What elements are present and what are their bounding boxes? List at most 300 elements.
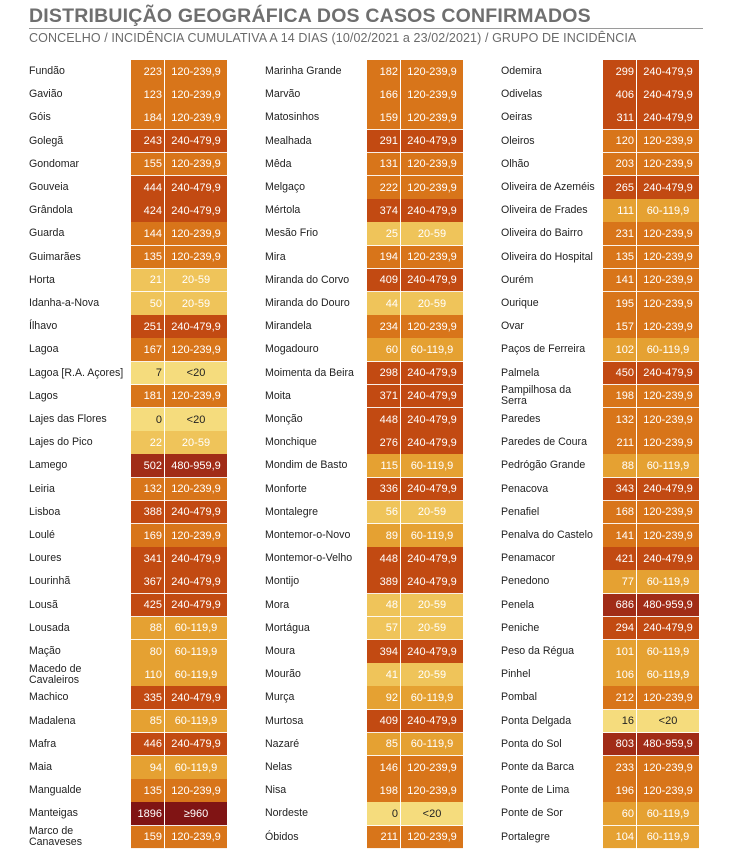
incidence-value: 448 (367, 547, 400, 570)
incidence-value: 155 (131, 153, 164, 176)
municipality-name: Moimenta da Beira (265, 366, 354, 379)
incidence-group: 240-479,9 (637, 83, 699, 106)
incidence-group: 60-119,9 (165, 710, 227, 733)
title-divider (29, 28, 703, 29)
incidence-value: 374 (367, 199, 400, 222)
cell-separator (164, 524, 165, 547)
municipality-name: Marco de Canaveses (29, 825, 82, 849)
incidence-value: 367 (131, 570, 164, 593)
cell-separator (400, 130, 401, 153)
incidence-value: 341 (131, 547, 164, 570)
table-row (29, 60, 229, 83)
cell-separator (164, 222, 165, 245)
cell-separator (636, 362, 637, 385)
row-divider (265, 848, 463, 849)
table-row (29, 501, 229, 524)
municipality-name: Machico (29, 691, 69, 704)
cell-separator (164, 408, 165, 431)
municipality-name: Oleiros (501, 134, 535, 147)
table-row (501, 199, 701, 222)
table-row (501, 501, 701, 524)
table-row (265, 60, 465, 83)
incidence-group: 240-479,9 (401, 269, 463, 292)
municipality-name: Gondomar (29, 157, 80, 170)
incidence-value: 234 (367, 315, 400, 338)
cell-separator (164, 269, 165, 292)
cell-separator (636, 292, 637, 315)
table-row (29, 222, 229, 245)
incidence-group: 240-479,9 (637, 362, 699, 385)
table-row (29, 408, 229, 431)
municipality-name: Oliveira de Frades (501, 204, 588, 217)
cell-separator (400, 431, 401, 454)
cell-separator (636, 710, 637, 733)
table-row (501, 710, 701, 733)
table-row (29, 640, 229, 663)
table-row (501, 570, 701, 593)
incidence-value: 198 (367, 779, 400, 802)
table-row (29, 617, 229, 640)
municipality-name: Lousã (29, 598, 58, 611)
incidence-group: 240-479,9 (401, 362, 463, 385)
cell-separator (400, 686, 401, 709)
incidence-group: 120-239,9 (637, 501, 699, 524)
incidence-value: 194 (367, 246, 400, 269)
municipality-name: Penela (501, 598, 534, 611)
incidence-group: 120-239,9 (401, 83, 463, 106)
municipality-name: Lajes do Pico (29, 436, 93, 449)
incidence-value: 243 (131, 130, 164, 153)
municipality-name: Ponta do Sol (501, 737, 562, 750)
cell-separator (400, 524, 401, 547)
incidence-group: 120-239,9 (165, 60, 227, 83)
incidence-group: 20-59 (165, 292, 227, 315)
incidence-value: 299 (603, 60, 636, 83)
incidence-value: 50 (131, 292, 164, 315)
incidence-group: 480-959,9 (637, 733, 699, 756)
municipality-name: Oliveira do Hospital (501, 250, 593, 263)
municipality-name: Nordeste (265, 807, 308, 820)
incidence-value: 22 (131, 431, 164, 454)
incidence-value: 311 (603, 106, 636, 129)
cell-separator (400, 640, 401, 663)
table-row (265, 269, 465, 292)
incidence-value: 141 (603, 524, 636, 547)
incidence-group: 120-239,9 (165, 478, 227, 501)
incidence-value: 146 (367, 756, 400, 779)
incidence-value: 388 (131, 501, 164, 524)
row-divider (29, 848, 227, 849)
cell-separator (636, 222, 637, 245)
table-row (501, 478, 701, 501)
municipality-name: Pedrógão Grande (501, 459, 586, 472)
cell-separator (164, 176, 165, 199)
table-row (29, 106, 229, 129)
incidence-value: 196 (603, 779, 636, 802)
cell-separator (636, 779, 637, 802)
table-row (265, 640, 465, 663)
incidence-group: 120-239,9 (165, 779, 227, 802)
incidence-group: 60-119,9 (637, 570, 699, 593)
municipality-name: Lamego (29, 459, 68, 472)
incidence-group: 480-959,9 (165, 454, 227, 477)
cell-separator (400, 338, 401, 361)
municipality-name: Maia (29, 761, 52, 774)
incidence-value: 198 (603, 385, 636, 408)
municipality-name: Mirandela (265, 320, 312, 333)
incidence-group: 240-479,9 (401, 478, 463, 501)
municipality-name: Pampilhosa da Serra (501, 384, 572, 408)
incidence-group: 20-59 (401, 663, 463, 686)
cell-separator (164, 83, 165, 106)
incidence-group: 60-119,9 (401, 338, 463, 361)
table-row (501, 246, 701, 269)
cell-separator (164, 686, 165, 709)
cell-separator (636, 570, 637, 593)
incidence-group: 60-119,9 (637, 454, 699, 477)
municipality-name: Guimarães (29, 250, 81, 263)
incidence-group: 240-479,9 (401, 408, 463, 431)
incidence-value: 233 (603, 756, 636, 779)
municipality-name: Gouveia (29, 181, 69, 194)
incidence-group: 240-479,9 (637, 617, 699, 640)
incidence-group: 60-119,9 (637, 640, 699, 663)
municipality-name: Mogadouro (265, 343, 319, 356)
incidence-value: 251 (131, 315, 164, 338)
table-row (501, 83, 701, 106)
cell-separator (400, 292, 401, 315)
table-row (29, 826, 229, 849)
cell-separator (636, 524, 637, 547)
table-row (265, 686, 465, 709)
incidence-group: 60-119,9 (637, 826, 699, 849)
incidence-group: 120-239,9 (637, 524, 699, 547)
incidence-group: 240-479,9 (637, 60, 699, 83)
cell-separator (400, 547, 401, 570)
cell-separator (400, 246, 401, 269)
table-row (265, 153, 465, 176)
incidence-group: 120-239,9 (637, 408, 699, 431)
cell-separator (400, 222, 401, 245)
municipality-name: Idanha-a-Nova (29, 297, 100, 310)
cell-separator (400, 176, 401, 199)
table-row (265, 431, 465, 454)
municipality-name: Ponte da Barca (501, 761, 575, 774)
cell-separator (636, 408, 637, 431)
incidence-group: ≥960 (165, 802, 227, 825)
municipality-name: Melgaço (265, 181, 306, 194)
incidence-value: 106 (603, 663, 636, 686)
municipality-name: Penedono (501, 575, 550, 588)
cell-separator (164, 130, 165, 153)
cell-separator (400, 733, 401, 756)
cell-separator (636, 153, 637, 176)
incidence-group: 240-479,9 (637, 547, 699, 570)
municipality-name: Mértola (265, 204, 301, 217)
cell-separator (636, 431, 637, 454)
table-row (29, 315, 229, 338)
table-row (29, 710, 229, 733)
municipality-name: Oliveira do Bairro (501, 227, 583, 240)
incidence-group: 120-239,9 (401, 246, 463, 269)
cell-separator (636, 802, 637, 825)
incidence-group: 240-479,9 (637, 478, 699, 501)
municipality-name: Ponte de Sor (501, 807, 563, 820)
municipality-name: Paredes (501, 413, 541, 426)
municipality-name: Loulé (29, 529, 55, 542)
table-row (265, 779, 465, 802)
table-row (29, 802, 229, 825)
incidence-value: 135 (131, 779, 164, 802)
cell-separator (164, 756, 165, 779)
municipality-name: Miranda do Corvo (265, 273, 350, 286)
incidence-group: 240-479,9 (165, 733, 227, 756)
table-row (265, 338, 465, 361)
municipality-name: Penamacor (501, 552, 556, 565)
incidence-value: 48 (367, 594, 400, 617)
table-row (501, 60, 701, 83)
incidence-value: 111 (603, 199, 636, 222)
cell-separator (636, 106, 637, 129)
municipality-name: Mora (265, 598, 290, 611)
incidence-value: 231 (603, 222, 636, 245)
municipality-name: Ovar (501, 320, 524, 333)
municipality-name: Montemor-o-Novo (265, 529, 351, 542)
municipality-name: Gavião (29, 88, 63, 101)
incidence-group: <20 (165, 408, 227, 431)
incidence-group: 120-239,9 (637, 779, 699, 802)
incidence-value: 166 (367, 83, 400, 106)
table-row (501, 663, 701, 686)
incidence-group: 60-119,9 (401, 686, 463, 709)
incidence-value: 0 (367, 802, 400, 825)
incidence-group: 240-479,9 (401, 431, 463, 454)
incidence-value: 44 (367, 292, 400, 315)
incidence-value: 343 (603, 478, 636, 501)
incidence-value: 203 (603, 153, 636, 176)
incidence-group: <20 (637, 710, 699, 733)
incidence-value: 0 (131, 408, 164, 431)
cell-separator (164, 802, 165, 825)
municipality-name: Mesão Frio (265, 227, 318, 240)
table-row (501, 338, 701, 361)
incidence-value: 88 (131, 617, 164, 640)
table-row (29, 478, 229, 501)
municipality-name: Olhão (501, 157, 530, 170)
table-row (501, 431, 701, 454)
municipality-name: Mafra (29, 737, 57, 750)
incidence-group: 240-479,9 (165, 176, 227, 199)
cell-separator (636, 338, 637, 361)
cell-separator (400, 826, 401, 849)
municipality-name: Monchique (265, 436, 317, 449)
incidence-group: 60-119,9 (165, 663, 227, 686)
incidence-value: 803 (603, 733, 636, 756)
cell-separator (636, 83, 637, 106)
incidence-value: 60 (367, 338, 400, 361)
incidence-group: 240-479,9 (637, 176, 699, 199)
cell-separator (400, 199, 401, 222)
incidence-group: 120-239,9 (401, 153, 463, 176)
municipality-name: Odivelas (501, 88, 543, 101)
incidence-group: 120-239,9 (165, 385, 227, 408)
incidence-value: 182 (367, 60, 400, 83)
incidence-value: 56 (367, 501, 400, 524)
municipality-name: Lourinhã (29, 575, 71, 588)
incidence-value: 409 (367, 269, 400, 292)
municipality-name: Lisboa (29, 505, 61, 518)
cell-separator (400, 60, 401, 83)
municipality-name: Manteigas (29, 807, 78, 820)
cell-separator (636, 315, 637, 338)
incidence-group: 120-239,9 (637, 246, 699, 269)
incidence-group: 240-479,9 (165, 130, 227, 153)
cell-separator (636, 454, 637, 477)
incidence-group: 120-239,9 (637, 315, 699, 338)
incidence-group: 60-119,9 (637, 663, 699, 686)
table-row (501, 362, 701, 385)
incidence-value: 184 (131, 106, 164, 129)
incidence-value: 424 (131, 199, 164, 222)
municipality-name: Moura (265, 645, 296, 658)
municipality-name: Murça (265, 691, 295, 704)
cell-separator (164, 431, 165, 454)
incidence-value: 60 (603, 802, 636, 825)
incidence-group: 20-59 (401, 292, 463, 315)
incidence-group: 240-479,9 (401, 385, 463, 408)
cell-separator (636, 246, 637, 269)
incidence-group: 240-479,9 (165, 315, 227, 338)
incidence-value: 80 (131, 640, 164, 663)
incidence-value: 16 (603, 710, 636, 733)
incidence-group: 120-239,9 (637, 269, 699, 292)
cell-separator (164, 710, 165, 733)
cell-separator (400, 106, 401, 129)
table-row (265, 176, 465, 199)
table-row (265, 454, 465, 477)
municipality-name: Lousada (29, 621, 70, 634)
incidence-value: 94 (131, 756, 164, 779)
incidence-value: 389 (367, 570, 400, 593)
cell-separator (400, 385, 401, 408)
incidence-value: 144 (131, 222, 164, 245)
cell-separator (164, 60, 165, 83)
table-row (265, 362, 465, 385)
table-row (265, 547, 465, 570)
row-divider (501, 848, 699, 849)
incidence-group: 20-59 (401, 617, 463, 640)
cell-separator (164, 292, 165, 315)
table-row (265, 315, 465, 338)
table-row (501, 385, 701, 408)
incidence-value: 141 (603, 269, 636, 292)
municipality-name: Marvão (265, 88, 301, 101)
table-row (501, 315, 701, 338)
cell-separator (400, 408, 401, 431)
incidence-group: 20-59 (401, 501, 463, 524)
incidence-value: 686 (603, 594, 636, 617)
municipality-name: Palmela (501, 366, 540, 379)
incidence-group: 120-239,9 (165, 83, 227, 106)
incidence-value: 123 (131, 83, 164, 106)
table-row (501, 176, 701, 199)
cell-separator (164, 315, 165, 338)
incidence-value: 85 (131, 710, 164, 733)
municipality-name: Óbidos (265, 830, 299, 843)
cell-separator (164, 478, 165, 501)
municipality-name: Matosinhos (265, 111, 320, 124)
municipality-name: Moita (265, 389, 291, 402)
cell-separator (400, 269, 401, 292)
cell-separator (164, 362, 165, 385)
incidence-group: 120-239,9 (165, 524, 227, 547)
incidence-value: 88 (603, 454, 636, 477)
cell-separator (164, 617, 165, 640)
table-row (501, 130, 701, 153)
incidence-value: 85 (367, 733, 400, 756)
table-row (265, 478, 465, 501)
incidence-group: 240-479,9 (165, 570, 227, 593)
table-row (29, 663, 229, 686)
incidence-value: 336 (367, 478, 400, 501)
incidence-group: 60-119,9 (165, 640, 227, 663)
cell-separator (636, 826, 637, 849)
municipality-name: Odemira (501, 65, 542, 78)
table-row (29, 454, 229, 477)
incidence-value: 168 (603, 501, 636, 524)
table-row (29, 756, 229, 779)
incidence-value: 101 (603, 640, 636, 663)
incidence-group: 60-119,9 (637, 802, 699, 825)
table-row (265, 733, 465, 756)
incidence-value: 92 (367, 686, 400, 709)
table-row (501, 756, 701, 779)
incidence-group: 480-959,9 (637, 594, 699, 617)
cell-separator (164, 454, 165, 477)
incidence-group: 20-59 (401, 594, 463, 617)
table-row (265, 130, 465, 153)
municipality-name: Loures (29, 552, 62, 565)
incidence-value: 425 (131, 594, 164, 617)
incidence-group: 240-479,9 (165, 199, 227, 222)
municipality-name: Mourão (265, 668, 301, 681)
incidence-group: 120-239,9 (401, 779, 463, 802)
municipality-name: Marinha Grande (265, 65, 342, 78)
incidence-group: 240-479,9 (401, 130, 463, 153)
incidence-group: 60-119,9 (637, 199, 699, 222)
cell-separator (400, 315, 401, 338)
table-row (29, 524, 229, 547)
incidence-value: 132 (131, 478, 164, 501)
municipality-name: Portalegre (501, 830, 550, 843)
municipality-name: Lagoa [R.A. Açores] (29, 366, 124, 379)
table-row (265, 617, 465, 640)
table-row (501, 617, 701, 640)
cell-separator (400, 756, 401, 779)
table-row (29, 686, 229, 709)
cell-separator (636, 385, 637, 408)
table-row (501, 686, 701, 709)
incidence-value: 89 (367, 524, 400, 547)
incidence-group: 240-479,9 (401, 640, 463, 663)
cell-separator (636, 199, 637, 222)
incidence-value: 132 (603, 408, 636, 431)
incidence-group: 240-479,9 (401, 199, 463, 222)
incidence-value: 159 (131, 826, 164, 849)
cell-separator (400, 779, 401, 802)
municipality-name: Guarda (29, 227, 65, 240)
incidence-value: 115 (367, 454, 400, 477)
